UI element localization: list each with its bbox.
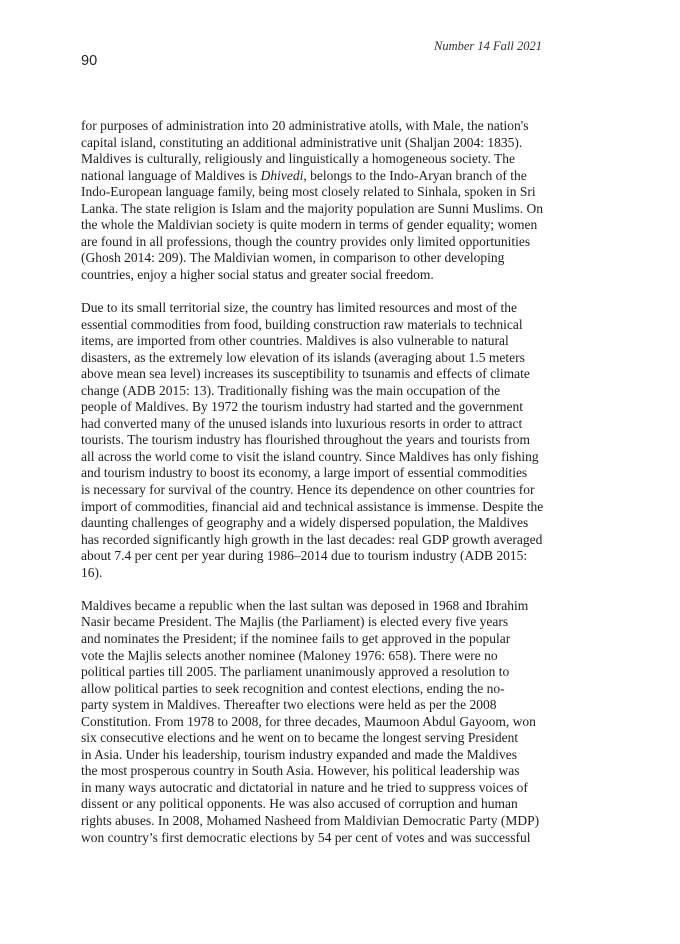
text-line: and nominates the President; if the nominee fails to get approved in the popular [81,630,511,646]
text-line: national language of Maldives is Dhivedi, belongs to the Indo-Aryan branch of the [81,167,527,183]
paragraph-3 [81,598,561,846]
text-line: daunting challenges of geography and a widely dispersed population, the Maldives [81,515,529,531]
text-line: had converted many of the unused islands into luxurious resorts in order to attract [81,415,523,431]
text-line: is necessary for survival of the country. Hence its dependence on other countries for [81,482,535,498]
text-line: and tourism industry to boost its economy, a large import of essential commodities [81,465,528,481]
text-line: 16). [81,564,103,580]
text-line: Nasir became President. The Majlis (the Parliament) is elected every five years [81,614,509,630]
text-line: Indo-European language family, being most closely related to Sinhala, spoken in Sri [81,184,536,200]
text-line: Maldives is culturally, religiously and linguistically a homogeneous society. The [81,151,516,167]
text-line: Due to its small territorial size, the country has limited resources and most of the [81,300,518,316]
text-line: Lanka. The state religion is Islam and the majority population are Sunni Muslims. On [81,200,544,216]
text-line: won country’s first democratic elections by 54 per cent of votes and was successful [81,829,531,845]
text-line: six consecutive elections and he went on to became the longest serving President [81,730,519,746]
article-body [81,118,561,846]
text-line: import of commodities, financial aid and technical assistance is immense. Despite the [81,498,544,514]
paragraph-gap [81,283,561,300]
text-line: political parties till 2005. The parliament unanimously approved a resolution to [81,664,510,680]
text-line: are found in all professions, though the country provides only limited opportunities [81,233,531,249]
paragraph-1 [81,118,561,283]
language-name: Dhivedi [260,167,304,183]
text-line: tourists. The tourism industry has flourished throughout the years and tourists from [81,432,530,448]
paragraph-2 [81,300,561,581]
text-line: above mean sea level) increases its susceptibility to tsunamis and effects of climate [81,366,530,382]
paragraph-gap [81,581,561,598]
text-line: essential commodities from food, building construction raw materials to technical [81,316,523,332]
page-number: 90 [81,53,98,69]
text-line: (Ghosh 2014: 209). The Maldivian women, in comparison to other developing [81,250,505,266]
journal-issue-header: Number 14 Fall 2021 [434,39,542,53]
text-line: party system in Maldives. Thereafter two elections were held as per the 2008 [81,697,497,713]
text-line: change (ADB 2015: 13). Traditionally fishing was the main occupation of the [81,382,501,398]
text-line: Constitution. From 1978 to 2008, for three decades, Maumoon Abdul Gayoom, won [81,713,536,729]
text-line: in many ways autocratic and dictatorial in nature and he tried to suppress voices of [81,779,528,795]
text-line: in Asia. Under his leadership, tourism industry expanded and made the Maldives [81,746,518,762]
text-line: the whole the Maldivian society is quite modern in terms of gender equality; women [81,217,538,233]
text-line: all across the world come to visit the island country. Since Maldives has only fishing [81,448,539,464]
text-line: Maldives became a republic when the last sultan was deposed in 1968 and Ibrahim [81,597,529,613]
text-line: capital island, constituting an additional administrative unit (Shaljan 2004: 1835). [81,134,523,150]
text-line: items, are imported from other countries. Maldives is also vulnerable to natural [81,333,509,349]
text-line: the most prosperous country in South Asia. However, his political leadership was [81,763,520,779]
text-line: has recorded significantly high growth in the last decades: real GDP growth averaged [81,531,543,547]
text-line: for purposes of administration into 20 administrative atolls, with Male, the nation's [81,118,529,133]
text-line: allow political parties to seek recognition and contest elections, ending the no- [81,680,505,696]
text-line: dissent or any political opponents. He was also accused of corruption and human [81,796,518,812]
text-line: people of Maldives. By 1972 the tourism industry had started and the government [81,399,524,415]
text-line: rights abuses. In 2008, Mohamed Nasheed from Maldivian Democratic Party (MDP) [81,812,540,828]
text-line: about 7.4 per cent per year during 1986–2014 due to tourism industry (ADB 2015: [81,548,528,564]
text-line: vote the Majlis selects another nominee (Maloney 1976: 658). There were no [81,647,498,663]
text-line: countries, enjoy a higher social status and greater social freedom. [81,266,434,282]
text-line: disasters, as the extremely low elevation of its islands (averaging about 1.5 meters [81,349,525,365]
